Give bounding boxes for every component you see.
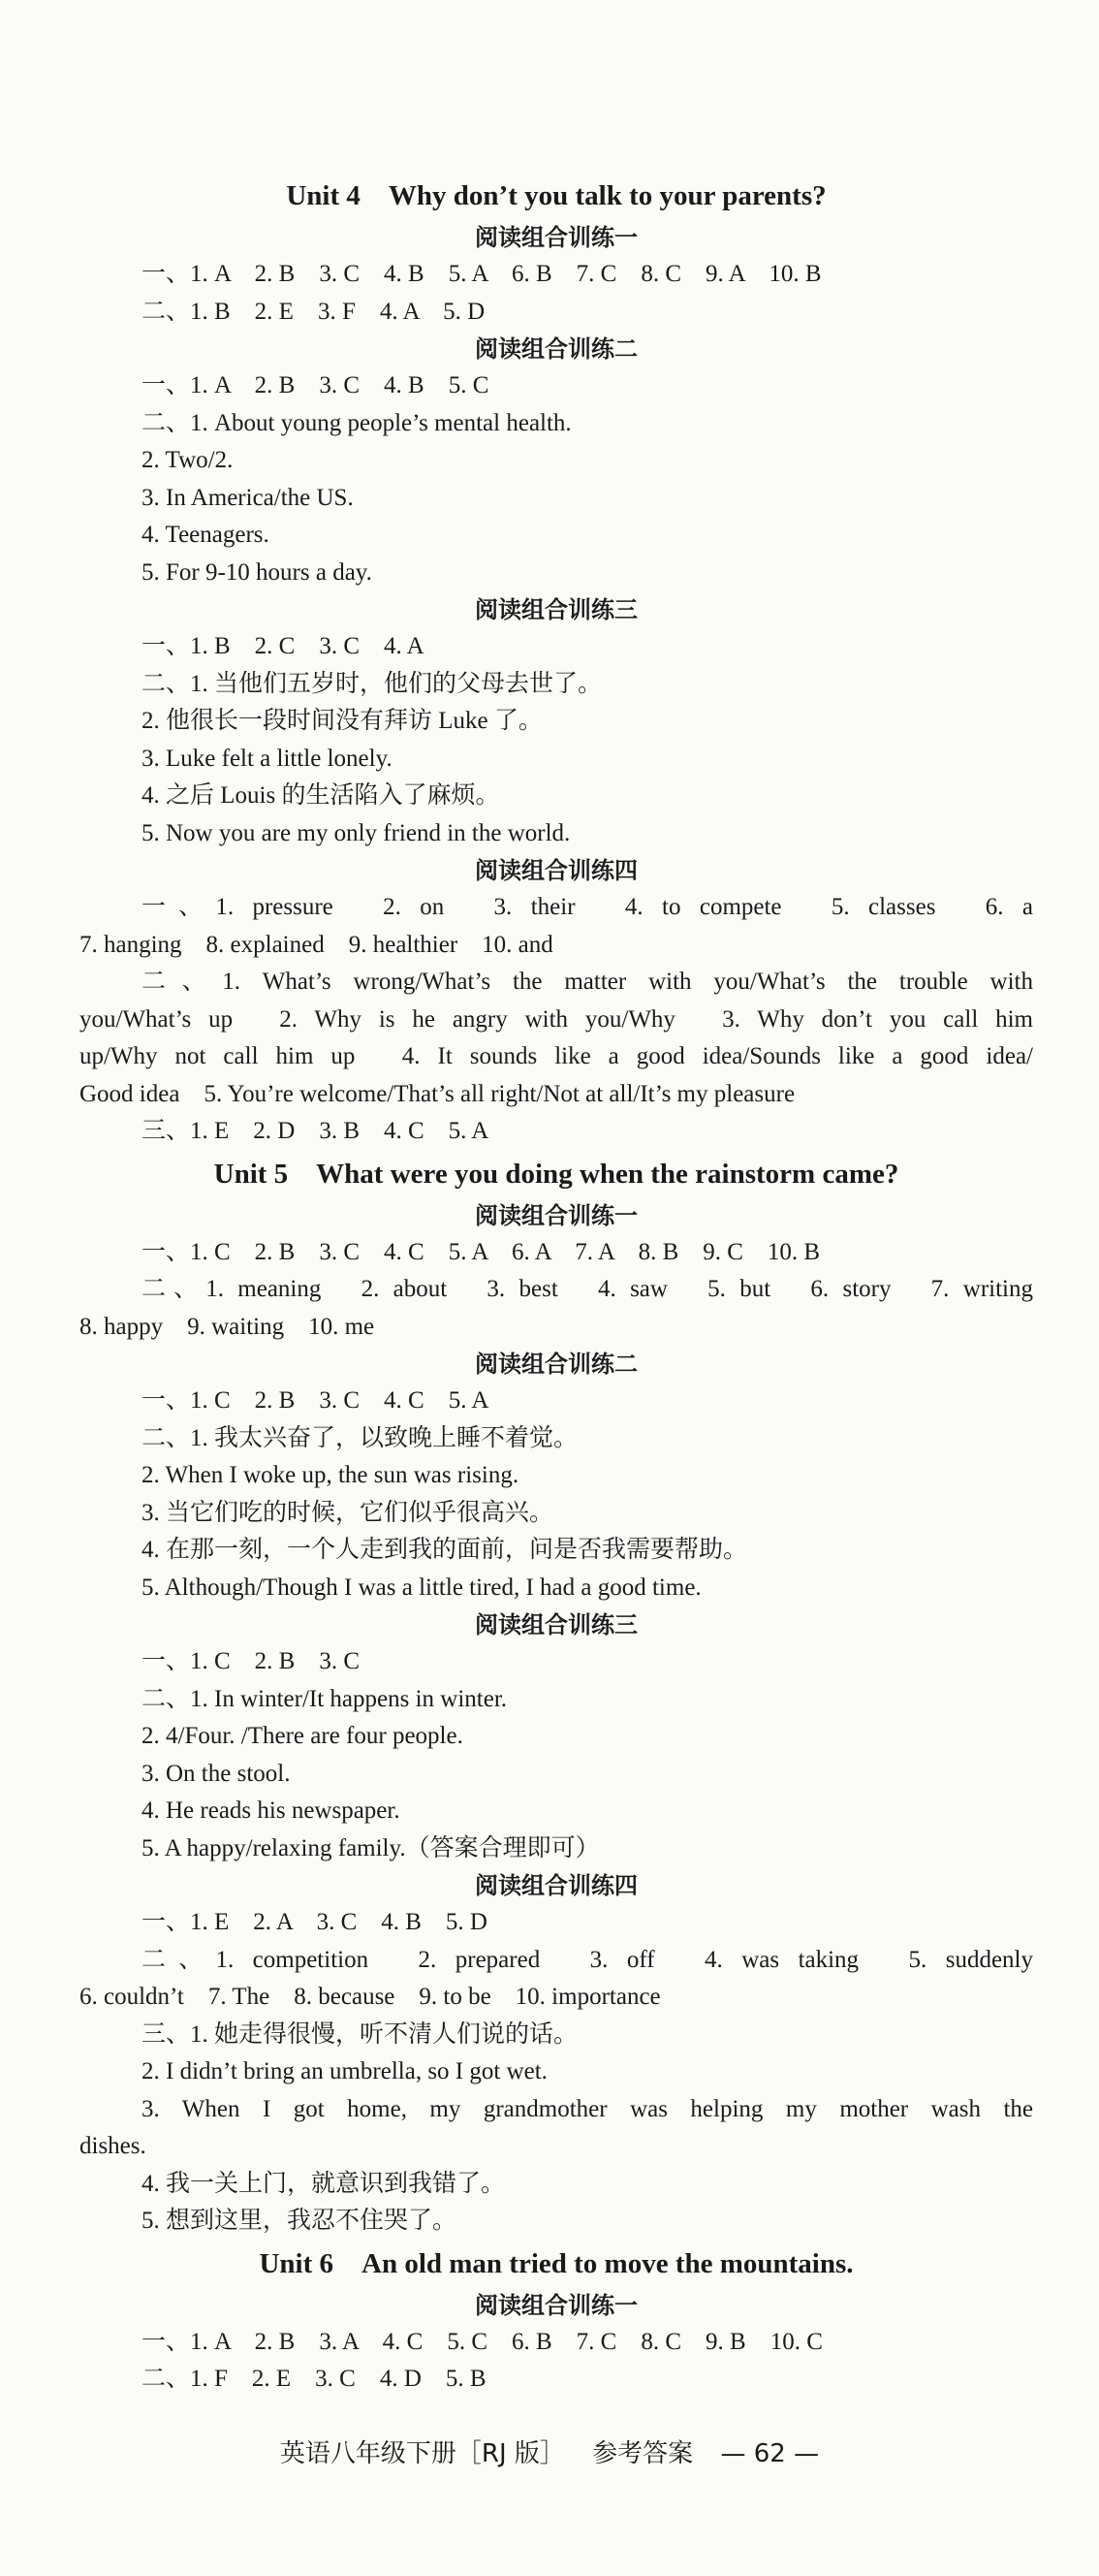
answer-line: 一、1. C 2. B 3. C xyxy=(141,1648,361,1674)
answer-line: 4. He reads his newspaper. xyxy=(141,1797,400,1824)
answer-line: 6. couldn’t 7. The 8. because 9. to be 10. importance xyxy=(79,1984,661,2010)
answer-line: 一、1. A 2. B 3. A 4. C 5. C 6. B 7. C 8. C 9. B 10. C xyxy=(141,2328,823,2355)
answer-line: 二、1. meaning 2. about 3. best 4. saw 5. but 6. story 7. writing xyxy=(141,1276,1033,1302)
section-heading: 阅读组合训练三 xyxy=(475,1611,638,1638)
footer-section-label: 参考答案 xyxy=(592,2439,694,2468)
answer-line: 二、1. About young people’s mental health. xyxy=(141,409,572,436)
answer-line: 3. On the stool. xyxy=(141,1760,291,1787)
answer-line: 一、1. C 2. B 3. C 4. C 5. A xyxy=(141,1387,489,1414)
answer-line: 5. A happy/relaxing family.（答案合理即可） xyxy=(141,1834,600,1861)
answer-line: 8. happy 9. waiting 10. me xyxy=(79,1313,375,1340)
answer-line: 三、1. E 2. D 3. B 4. C 5. A xyxy=(141,1118,489,1144)
page-number: — 62 — xyxy=(720,2439,820,2468)
answer-line: 5. Now you are my only friend in the world. xyxy=(141,819,571,846)
section-heading: 阅读组合训练四 xyxy=(475,857,638,884)
answer-line: 一、1. E 2. A 3. C 4. B 5. D xyxy=(141,1909,487,1935)
answer-line: 2. 4/Four. /There are four people. xyxy=(141,1723,463,1749)
answer-line: Good idea 5. You’re welcome/That’s all right/Not at all/It’s my pleasure xyxy=(79,1080,796,1107)
answer-line: up/Why not call him up 4. It sounds like a good idea/Sounds like a good idea/ xyxy=(79,1043,1033,1069)
answer-line: dishes. xyxy=(79,2133,146,2159)
section-heading: 阅读组合训练一 xyxy=(475,2291,638,2319)
answer-line: 一、1. pressure 2. on 3. their 4. to compete 5. classes 6. a xyxy=(141,894,1033,920)
answer-line: 2. I didn’t bring an umbrella, so I got wet. xyxy=(141,2058,548,2084)
section-heading: 阅读组合训练一 xyxy=(475,224,638,251)
answer-line: 二、1. What’s wrong/What’s the matter with you/What’s the trouble with xyxy=(141,969,1033,995)
section-heading: 阅读组合训练三 xyxy=(475,596,638,623)
answer-line: 7. hanging 8. explained 9. healthier 10. and xyxy=(79,931,553,958)
answer-line: 二、1. In winter/It happens in winter. xyxy=(141,1685,508,1712)
answer-line: 4. Teenagers. xyxy=(141,522,269,548)
answer-line: 一、1. C 2. B 3. C 4. C 5. A 6. A 7. A 8. B 9. C 10. B xyxy=(141,1238,821,1265)
answer-line: you/What’s up 2. Why is he angry with you/Why 3. Why don’t you call him xyxy=(79,1005,1033,1033)
unit-title: Unit 5 What were you doing when the rainstorm came? xyxy=(213,1158,899,1190)
answer-line: 2. Two/2. xyxy=(141,447,234,473)
answer-line: 2. 他很长一段时间没有拜访 Luke 了。 xyxy=(141,708,543,734)
section-heading: 阅读组合训练二 xyxy=(475,335,638,363)
answer-line: 4. 之后 Louis 的生活陷入了麻烦。 xyxy=(141,782,500,809)
answer-line: 5. For 9-10 hours a day. xyxy=(141,558,372,586)
answer-line: 一、1. B 2. C 3. C 4. A xyxy=(141,633,424,659)
section-heading: 阅读组合训练四 xyxy=(475,1872,638,1899)
answer-line: 3. When I got home, my grandmother was helping my mother wash the xyxy=(141,2095,1033,2122)
answer-line: 三、1. 她走得很慢，听不清人们说的话。 xyxy=(141,2020,579,2048)
unit-title: Unit 4 Why don’t you talk to your parents? xyxy=(286,180,827,211)
footer-book-title: 英语八年级下册［RJ 版］ xyxy=(279,2439,565,2468)
answer-line: 2. When I woke up, the sun was rising. xyxy=(141,1462,519,1488)
answer-line: 4. 我一关上门，就意识到我错了。 xyxy=(141,2170,506,2197)
answer-line: 3. 当它们吃的时候，它们似乎很高兴。 xyxy=(141,1499,554,1526)
section-heading: 阅读组合训练一 xyxy=(475,1201,638,1229)
unit-title: Unit 6 An old man tried to move the mountains. xyxy=(259,2247,854,2279)
page-footer xyxy=(0,2433,1099,2469)
answer-line: 4. 在那一刻，一个人走到我的面前，问是否我需要帮助。 xyxy=(141,1537,748,1563)
answer-line: 一、1. A 2. B 3. C 4. B 5. A 6. B 7. C 8. C 9. A 10. B xyxy=(141,261,822,287)
answer-line: 5. Although/Though I was a little tired, I had a good time. xyxy=(141,1574,702,1601)
answer-line: 3. In America/the US. xyxy=(141,484,354,511)
answer-line: 5. 想到这里，我忍不住哭了。 xyxy=(141,2208,457,2234)
answer-content xyxy=(79,173,1033,2399)
answer-line: 二、1. 我太兴奋了，以致晚上睡不着觉。 xyxy=(141,1424,579,1451)
answer-line: 二、1. B 2. E 3. F 4. A 5. D xyxy=(141,298,486,325)
answer-line: 二、1. 当他们五岁时，他们的父母去世了。 xyxy=(141,670,603,697)
section-heading: 阅读组合训练二 xyxy=(475,1351,638,1378)
answer-line: 二、1. F 2. E 3. C 4. D 5. B xyxy=(141,2366,487,2392)
answer-line: 一、1. A 2. B 3. C 4. B 5. C xyxy=(141,372,489,398)
answer-line: 二、1. competition 2. prepared 3. off 4. was taking 5. suddenly xyxy=(141,1946,1033,1973)
answer-line: 3. Luke felt a little lonely. xyxy=(141,745,392,772)
